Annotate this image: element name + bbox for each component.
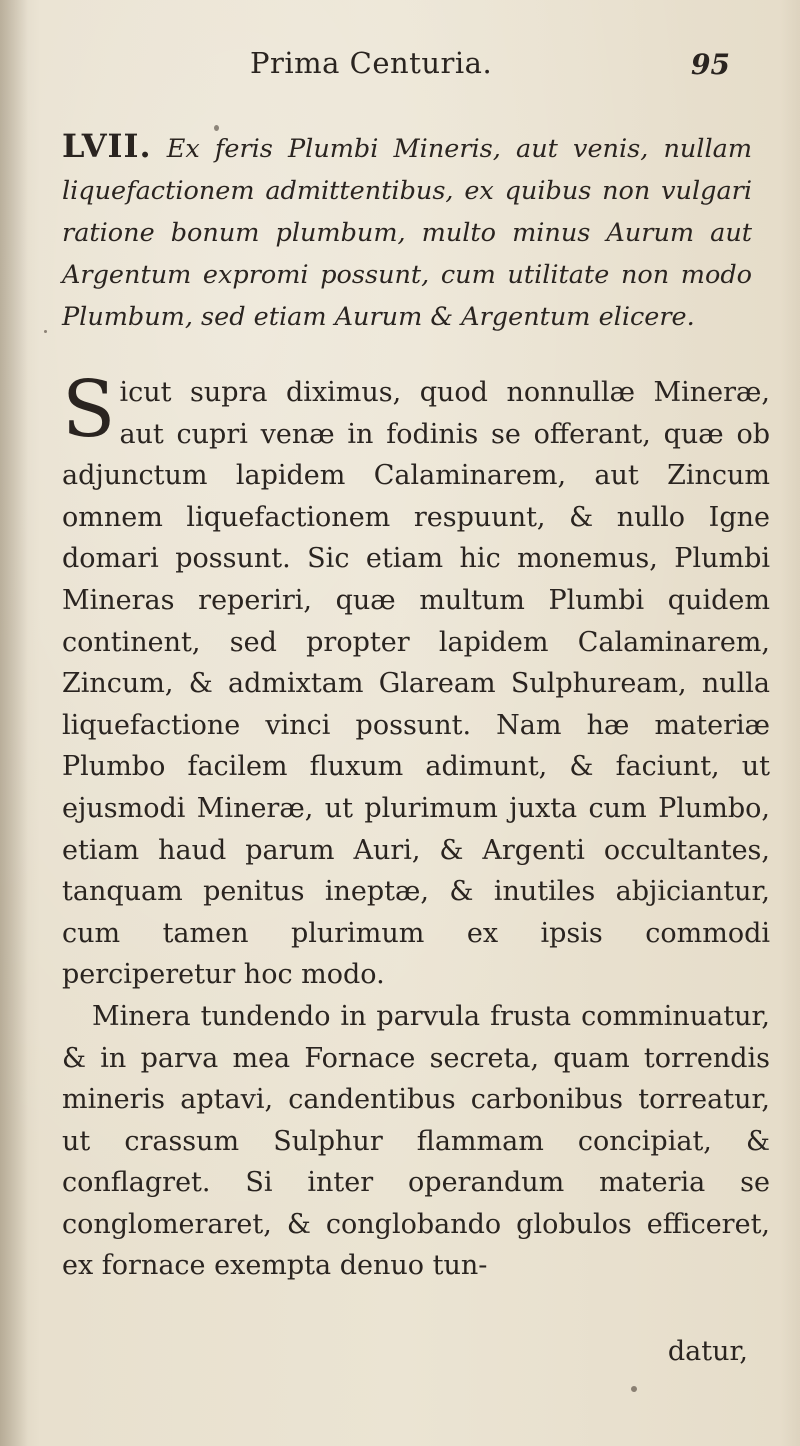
ink-speck [44,330,47,333]
catchword: datur, [667,1336,748,1367]
running-title: Prima Centuria. [250,46,493,80]
body-text [62,365,770,1287]
page-number: 95 [691,48,730,81]
section-rubric [62,125,752,338]
section-number: LVII. [62,127,152,165]
rubric-text: Ex feris Plumbi Mineris, aut venis, nullam liquefactionem admittentibus, ex quibus non vulgari ratione bonum plumbum, multo minus Aurum aut Argentum expromi possunt, cum utilitate non modo Plumbum, sed etiam Aurum & Argentum elicere. [62,134,753,332]
paragraph: Sicut supra diximus, quod nonnullæ Mineræ, aut cupri venæ in fodinis se offerant, quæ ob adjunctum lapidem Calaminarem, aut Zincum omnem liquefactionem respuunt, & nullo Igne domari possunt. Sic etiam hic monemus, Plumbi Mineras reperiri, quæ multum Plumbi quidem continent, sed propter lapidem Calaminarem, Zincum, & admixtam Glaream Sulphuream, nulla liquefactione vinci possunt. Nam hæ materiæ Plumbo facilem fluxum adimunt, & faciunt, ut ejusmodi Mineræ, ut plurimum juxta cum Plumbo, etiam haud parum Auri, & Argenti occultantes, tanquam penitus ineptæ, & inutiles abjiciantur, cum tamen plurimum ex ipsis commodi perciperetur hoc modo. [62,365,770,991]
ink-speck [214,125,219,131]
paragraph: Minera tundendo in parvula frusta comminuatur, & in parva mea Fornace secreta, quam torrendis mineris aptavi, candentibus carbonibus torreatur, ut crassum Sulphur flammam concipiat, & conflagret. Si inter operandum materia se conglomeraret, & conglobando globulos efficeret, ex fornace exempta denuo tun- [62,1000,770,1282]
gutter-shadow [0,0,28,1446]
ink-speck [631,1386,637,1392]
running-head [0,46,800,86]
